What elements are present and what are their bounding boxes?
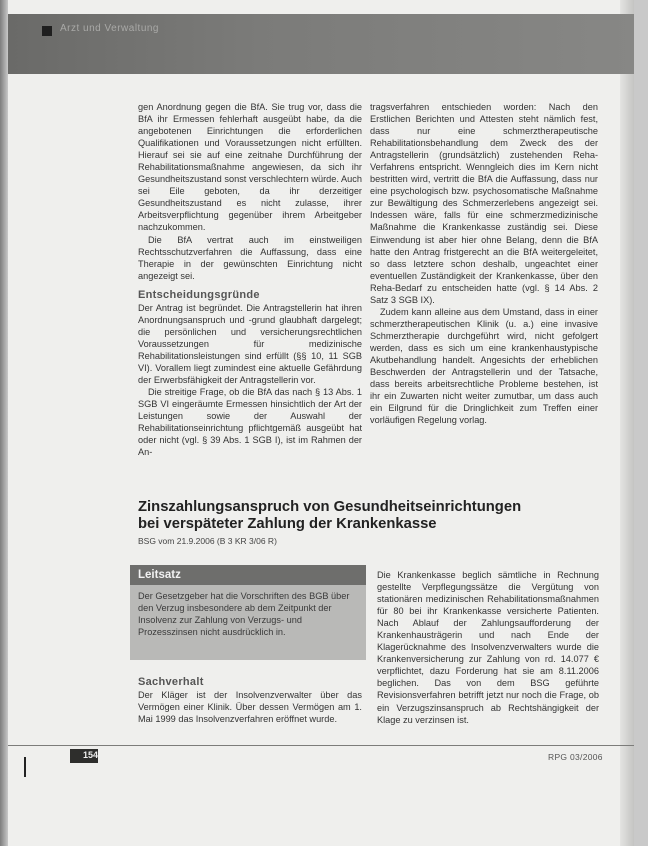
page-edge-shade [620,0,634,846]
paragraph: tragsverfahren entschieden worden: Nach den Erstlichen Berichten und Attesten steht nämlich fest, dass nur eine schmerztherapeutische Rehabilitationsbehandlung dem Zweck des der Antragstellerin (grundsätzlich) zustehenden Reha-Verfahrens entspricht. Wenngleich dies im Kern nicht bestritten wird, vertritt die BfA die Auffassung, dass nur eine psychologisch bzw. psychosomatische Maßnahme zur Bewältigung des Schmerzerlebens angezeigt sei. Indessen wäre, falls für eine schmerzmedizinische Maßnahme die Krankenkasse zuständig sei. Diese Einwendung ist aber hier ohne Belang, denn die BfA hatte den Antrag fristgerecht an die BfA weitergeleitet, so dass letztere schon deshalb, ungeachtet einer eventuellen Zuständigkeit der Krankenkasse, über den Reha-Bedarf zu entscheiden hatte (vgl. § 14 Abs. 2 Satz 3 SGB IX). [370,102,598,305]
article-title [138,499,608,533]
paragraph: Die Krankenkasse beglich sämtliche in Rechnung gestellte Verpflegungssätze die Vergütung von stationären medizinischen Rehabilitationsmaßnahmen für 80 bei ihr Krankenkasse versicherte Patienten. Nach Ablauf der Zahlungsaufforderung der Krankenhausträgerin und nach Ende der Klagerücknahme des Insolvenzverwalters wurde die Krankenversicherung zur Zahlung von rd. 14.077 € verpflichtet, dazu Forderung hat sie am 8.11.2006 beglichen. Das von dem BSG geführte Revisionsverfahren betrifft jetzt nur noch die Frage, ob ein Verzugszinsanspruch ab Rechtshängigkeit der Klage zu verzinsen ist. [377,570,599,725]
running-header [8,14,634,74]
article-title-line: bei verspäteter Zahlung der Krankenkasse [138,516,437,532]
article-title-line: Zinszahlungsanspruch von Gesundheitseinrichtungen [138,499,522,515]
header-square-icon [42,26,52,36]
journal-issue: RPG 03/2006 [548,752,603,762]
column-left-top [138,101,362,458]
footer-rule [8,745,634,746]
section-label: Arzt und Verwaltung [60,23,159,34]
paragraph: Die streitige Frage, ob die BfA das nach § 13 Abs. 1 SGB VI eingeräumte Ermessen hinsichtlich der Art der Leistungen sowie der Auswahl der Rehabilitationseinrichtung pflichtgemäß ausgeübt hat oder nicht (vgl. § 39 Abs. 1 SGB I), ist im Rahmen der An- [138,387,362,458]
column-right-bottom [377,569,599,726]
article-reference: BSG vom 21.9.2006 (B 3 KR 3/06 R) [138,536,277,546]
scan-margin-mark [24,757,26,777]
page-number: 154 [82,750,98,760]
column-left-bottom [138,676,362,725]
column-right-top [370,101,598,426]
paragraph: gen Anordnung gegen die BfA. Sie trug vor, dass die BfA ihr Ermessen fehlerhaft ausgeübt habe, da die angebotenen Einrichtungen die erforderlichen Qualifikationen und Voraussetzungen nicht erfüllten. Hierauf sei sie auf eine zeitnahe Durchführung der Rehabilitationsmaßnahme angewiesen, da sich ihr Gesundheitszustand sonst verschlechtern würde. Auch sei Eile geboten, da ihr derzeitiger Gesundheitszustand es nicht zulasse, ihrer Arbeitsverpflichtung gegenüber ihrem Arbeitgeber nachzukommen. [138,102,362,233]
leitsatz-heading: Leitsatz [130,565,366,585]
paragraph: Der Antrag ist begründet. Die Antragstellerin hat ihren Anordnungsanspruch und -grund glaubhaft dargelegt; die persönlichen und versicherungsrechtlichen Voraussetzungen für medizinische Rehabilitationsleistungen sind erfüllt (§§ 10, 11 SGB VI). Vorallem liegt zumindest eine aktuelle Gefährdung der Erwerbsfähigkeit der Antragstellerin vor. [138,302,362,386]
leitsatz-box [130,565,366,660]
page-gutter-shadow [0,0,8,846]
subheading-entscheidungsgruende: Entscheidungsgründe [138,288,260,301]
leitsatz-text: Der Gesetzgeber hat die Vorschriften des BGB über den Verzug insbesondere ab dem Zeitpunkt der Insolvenz zur Zahlung von Verzugs- und Prozesszinsen nicht ausdrücklich in. [138,591,350,638]
paragraph: Der Kläger ist der Insolvenzverwalter über das Vermögen einer Klinik. Über dessen Vermögen am 1. Mai 1999 das Insolvenzverfahren eröffnet wurde. [138,690,362,725]
subheading-sachverhalt: Sachverhalt [138,676,204,688]
paragraph: Die BfA vertrat auch im einstweiligen Rechtsschutzverfahren die Auffassung, dass eine Therapie in der gewünschten Einrichtung nicht angezeigt sei. [138,234,362,281]
paragraph: Zudem kann alleine aus dem Umstand, dass in einer schmerztherapeutischen Klinik (u. a.) eine invasive Schmerztherapie durchgeführt wird, nicht gefolgert werden, dass es sich um eine krankenhaustypische Akutbehandlung handelt. Angesichts der erheblichen Beschwerden der Antragstellerin und der Tatsache, dass bereits arbeitsrechtliche Probleme bestehen, ist ihr ein Zuwarten nicht weiter zumutbar, um dass auch ein Eilgrund für die Dringlichkeit zum Treffen einer vorläufigen Regelung vorlag. [370,306,598,426]
document-page [8,0,634,846]
